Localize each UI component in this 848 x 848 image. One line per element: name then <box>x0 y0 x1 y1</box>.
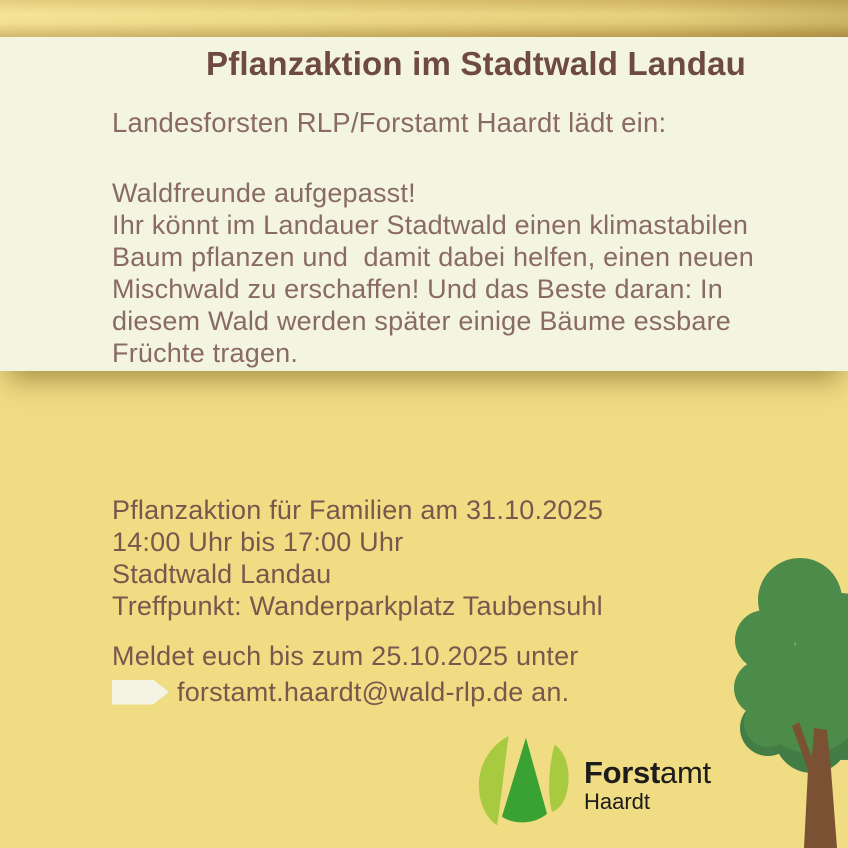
intro-text: Landesforsten RLP/Forstamt Haardt lädt ein: <box>112 107 667 138</box>
body-line: Ihr könnt im Landauer Stadtwald einen klimastabilen <box>112 210 749 240</box>
registration-email: forstamt.haardt@wald-rlp.de an. <box>177 676 570 707</box>
event-date: Pflanzaktion für Familien am 31.10.2025 <box>112 495 604 525</box>
content-panel <box>0 37 848 371</box>
body-line: Baum pflanzen und damit dabei helfen, einen neuen <box>112 242 754 272</box>
arrow-right-icon <box>112 680 169 705</box>
body-line: Mischwald zu erschaffen! Und das Beste daran: In <box>112 274 723 304</box>
body-line: Früchte tragen. <box>112 338 299 368</box>
logo-name: Forstamt <box>584 755 711 790</box>
forstamt-logo <box>476 732 711 834</box>
logo-subtitle: Haardt <box>584 789 651 814</box>
event-details <box>112 494 603 622</box>
registration-info <box>112 640 579 708</box>
body-text <box>112 177 840 369</box>
body-line: Waldfreunde aufgepasst! <box>112 178 416 208</box>
forstamt-tree-icon <box>476 732 572 834</box>
page-title: Pflanzaktion im Stadtwald Landau <box>206 45 746 82</box>
top-banner <box>0 0 848 37</box>
forstamt-logo-text <box>584 732 711 834</box>
event-location: Stadtwald Landau <box>112 559 332 589</box>
body-line: diesem Wald werden später einige Bäume essbare <box>112 306 732 336</box>
event-meeting-point: Treffpunkt: Wanderparkplatz Taubensuhl <box>112 591 603 621</box>
event-time: 14:00 Uhr bis 17:00 Uhr <box>112 527 404 557</box>
registration-deadline: Meldet euch bis zum 25.10.2025 unter <box>112 641 579 671</box>
tree-illustration <box>698 538 848 848</box>
